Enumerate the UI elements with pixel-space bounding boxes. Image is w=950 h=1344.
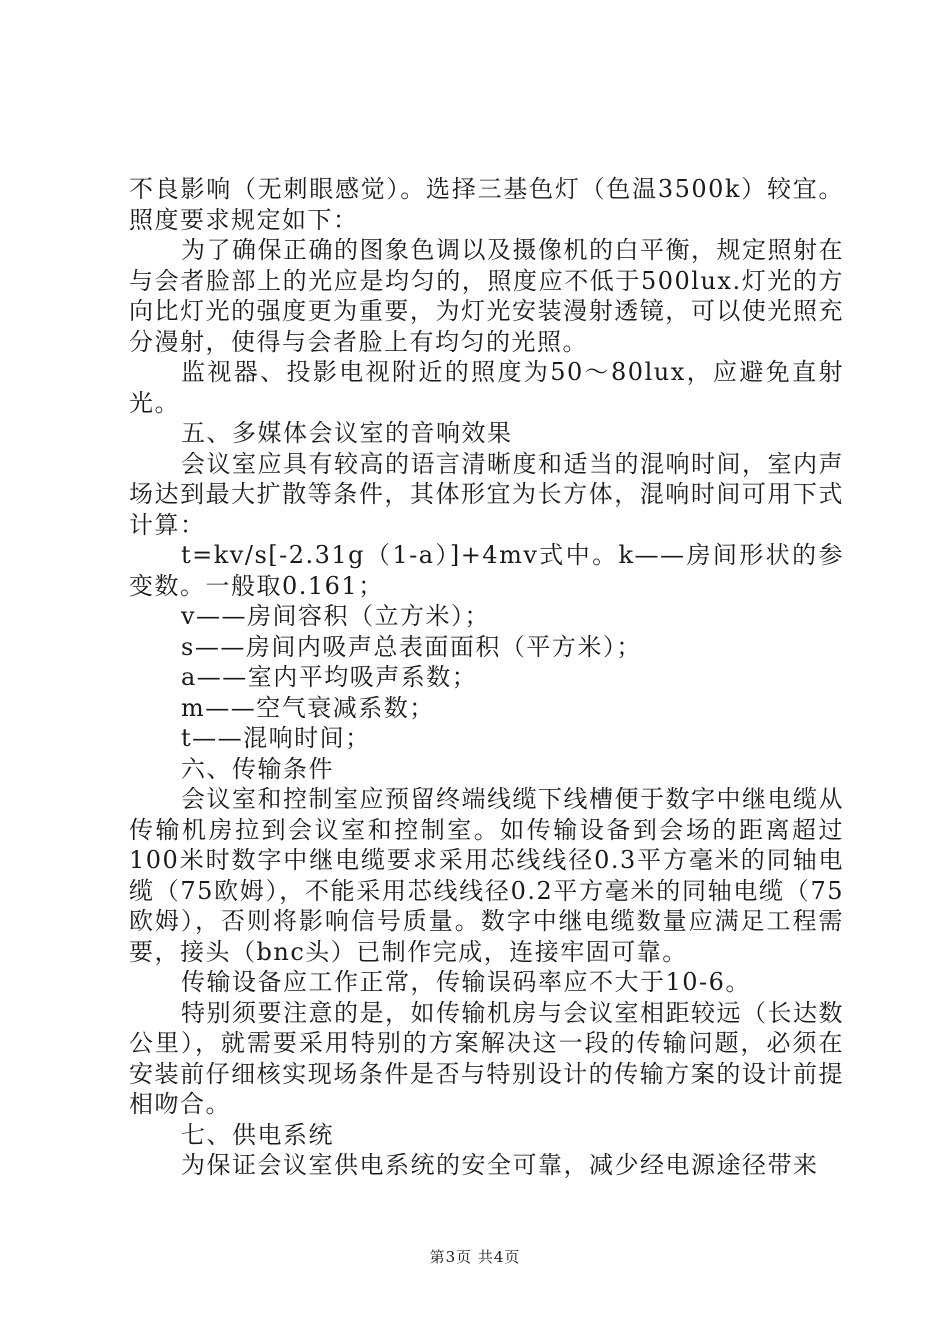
paragraph: 监视器、投影电视附近的照度为50～80lux，应避免直射光。: [129, 358, 844, 417]
page-number-label: 第3页 共4页: [429, 1248, 521, 1266]
variable-definition: a——室内平均吸声系数；: [181, 663, 478, 691]
section-heading: 五、多媒体会议室的音响效果: [181, 419, 513, 447]
variable-definition: m——空气衰减系数；: [181, 693, 435, 722]
paragraph: 特别须要注意的是，如传输机房与会议室相距较远（长达数公里），就需要采用特别的方案解决这一段的传输问题，必须在安装前仔细核实现场条件是否与特别设计的传输方案的设计前提相吻合。: [129, 998, 844, 1118]
paragraph: 为保证会议室供电系统的安全可靠，减少经电源途径带来: [181, 1151, 819, 1179]
section-heading: 七、供电系统: [181, 1120, 334, 1149]
paragraph: 会议室应具有较高的语言清晰度和适当的混响时间，室内声场达到最大扩散等条件，其体形宜为长方体，混响时间可用下式计算：: [129, 449, 844, 539]
paragraph: 会议室和控制室应预留终端线缆下线槽便于数字中继电缆从传输机房拉到会议室和控制室。如传输设备到会场的距离超过100米时数字中继电缆要求采用芯线线径0.3平方毫米的同轴电缆（75欧姆），不能采用芯线线径0.2平方毫米的同轴电缆（75欧姆），否则将影响信号质量。数字中继电缆数量应满足工程需要，接头（bnc头）已制作完成，连接牢固可靠。: [129, 785, 844, 966]
variable-definition: t——混响时间；: [181, 724, 371, 752]
paragraph: 传输设备应工作正常，传输误码率应不大于10-6。: [181, 968, 751, 996]
paragraph: 为了确保正确的图象色调以及摄像机的白平衡，规定照射在与会者脸部上的光应是均匀的，照度应不低于500lux.灯光的方向比灯光的强度更为重要，为灯光安装漫射透镜，可以使光照充分漫射，使得与会者脸上有均匀的光照。: [129, 236, 844, 356]
formula-paragraph: t=kv/s[-2.31g（1-a）]+4mv式中。k——房间形状的参变数。一般取0.161；: [129, 541, 844, 600]
section-heading: 六、传输条件: [181, 754, 334, 783]
variable-definition: v——房间容积（立方米）；: [181, 602, 491, 630]
variable-definition: s——房间内吸声总表面面积（平方米）；: [181, 632, 642, 661]
page-footer: [0, 1246, 950, 1267]
paragraph: 不良影响（无刺眼感觉）。选择三基色灯（色温3500k）较宜。照度要求规定如下：: [129, 175, 844, 234]
document-body: [129, 174, 844, 1181]
